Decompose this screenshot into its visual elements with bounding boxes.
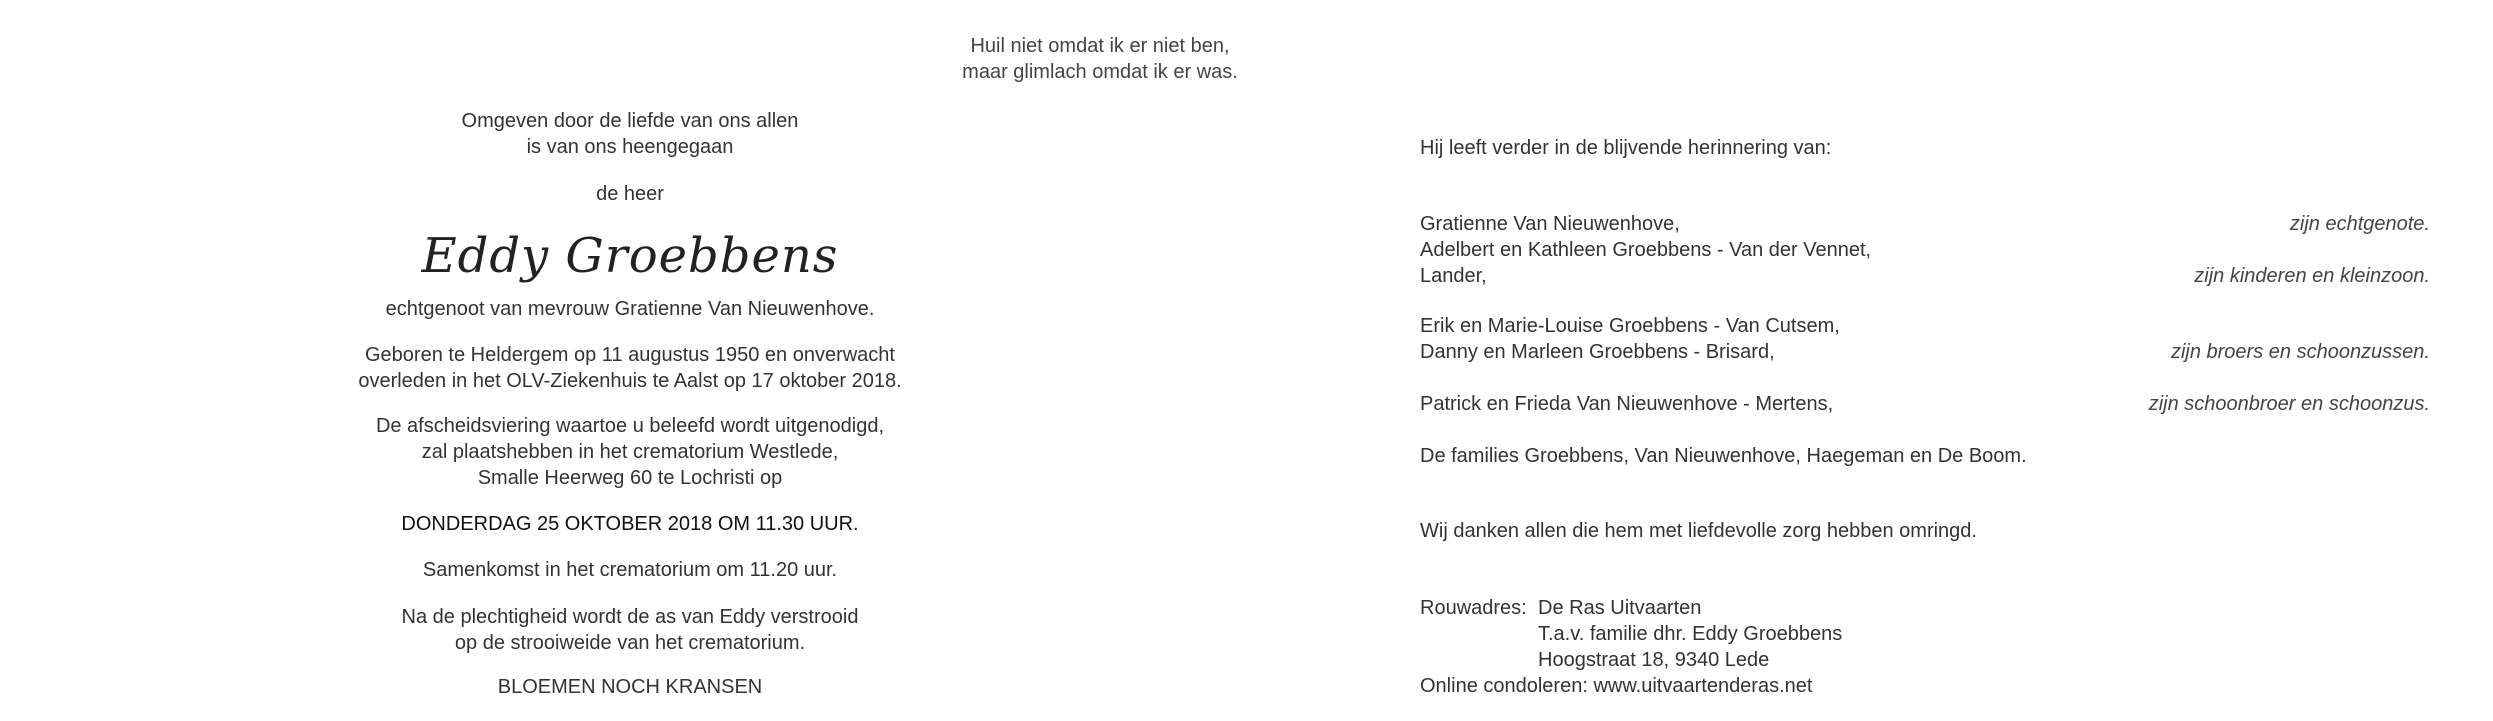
ashes-line-2: op de strooiweide van het crematorium.: [454, 632, 806, 654]
service-info: [250, 413, 1010, 491]
announcement-line-2: is van ons heengegaan: [526, 136, 734, 158]
service-date: DONDERDAG 25 OKTOBER 2018 OM 11.30 UUR.: [401, 513, 859, 535]
family-line: [1420, 237, 2430, 263]
family-name: Gratienne Van Nieuwenhove,: [1420, 213, 1680, 235]
address-line-2: T.a.v. familie dhr. Eddy Groebbens: [1538, 623, 1843, 645]
online-condolence: Online condoleren: www.uitvaartenderas.net: [1420, 675, 1813, 697]
address-line-3: Hoogstraat 18, 9340 Lede: [1538, 649, 1770, 671]
remembrance-intro: Hij leeft verder in de blijvende herinnering van:: [1420, 137, 1832, 159]
quote: [700, 33, 1500, 85]
family-line: [1420, 391, 2430, 417]
service-line-2: zal plaatshebben in het crematorium Westlede,: [421, 441, 839, 463]
spouse-line: echtgenoot van mevrouw Gratienne Van Nieuwenhove.: [385, 298, 875, 320]
family-group-spouse: [1420, 211, 2430, 237]
family-name: Lander,: [1420, 265, 1487, 287]
family-name: Adelbert en Kathleen Groebbens - Van der Vennet,: [1420, 239, 1872, 261]
family-group-in-laws: [1420, 391, 2430, 417]
address-label: Rouwadres:: [1420, 597, 1527, 619]
families-line: De families Groebbens, Van Nieuwenhove, Haegeman en De Boom.: [1420, 445, 2027, 467]
honorific: de heer: [596, 183, 664, 205]
family-name: Erik en Marie-Louise Groebbens - Van Cutsem,: [1420, 315, 1840, 337]
ashes-line-1: Na de plechtigheid wordt de as van Eddy verstrooid: [401, 606, 859, 628]
family-name: Danny en Marleen Groebbens - Brisard,: [1420, 341, 1775, 363]
ashes-info: [250, 604, 1010, 656]
announcement-intro: [250, 108, 1010, 160]
family-group-children: [1420, 237, 2430, 289]
family-line: [1420, 313, 2430, 339]
thanks-line: Wij danken allen die hem met liefdevolle zorg hebben omringd.: [1420, 520, 1977, 542]
birth-line-1: Geboren te Heldergem op 11 augustus 1950 en onverwacht: [365, 344, 895, 366]
service-line-1: De afscheidsviering waartoe u beleefd wordt uitgenodigd,: [375, 415, 885, 437]
family-relation: zijn broers en schoonzussen.: [2170, 341, 2430, 363]
birth-death-info: [250, 342, 1010, 394]
service-line-3: Smalle Heerweg 60 te Lochristi op: [477, 467, 783, 489]
quote-line-1: Huil niet omdat ik er niet ben,: [970, 35, 1230, 57]
family-relation: zijn schoonbroer en schoonzus.: [2148, 393, 2430, 415]
birth-line-2: overleden in het OLV-Ziekenhuis te Aalst op 17 oktober 2018.: [358, 370, 902, 392]
family-line: [1420, 263, 2430, 289]
family-line: [1420, 339, 2430, 365]
family-group-siblings: [1420, 313, 2430, 365]
quote-line-2: maar glimlach omdat ik er was.: [962, 61, 1238, 83]
condolence-address: [1420, 595, 2430, 673]
flowers-note: BLOEMEN NOCH KRANSEN: [497, 676, 763, 698]
address-lines: [1538, 595, 1842, 673]
gathering-time: Samenkomst in het crematorium om 11.20 uur.: [422, 559, 838, 581]
deceased-name: Eddy Groebbens: [421, 228, 839, 284]
announcement-line-1: Omgeven door de liefde van ons allen: [461, 110, 799, 132]
family-relation: zijn echtgenote.: [2289, 213, 2430, 235]
address-line-1: De Ras Uitvaarten: [1538, 597, 1702, 619]
family-name: Patrick en Frieda Van Nieuwenhove - Mertens,: [1420, 393, 1834, 415]
family-line: [1420, 211, 2430, 237]
family-relation: zijn kinderen en kleinzoon.: [2194, 265, 2430, 287]
